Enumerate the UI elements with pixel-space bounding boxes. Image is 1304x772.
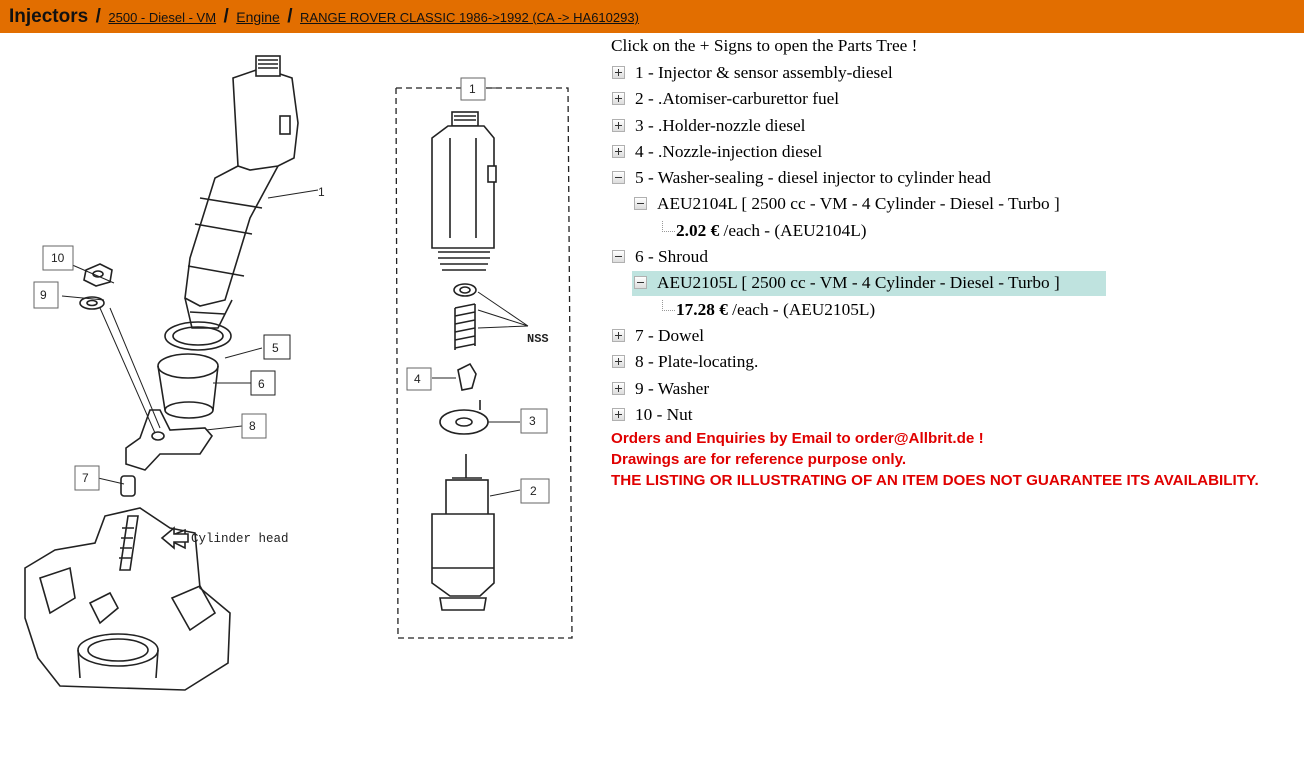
tree-item-label[interactable]: 2 - .Atomiser-carburettor fuel [635,89,840,109]
tree-item-5 [611,165,1301,191]
tree-part-label[interactable]: AEU2105L [ 2500 cc - VM - 4 Cylinder - Diesel - Turbo ] [657,273,1060,293]
diagram-nss-label: NSS [527,332,549,346]
tree-item-3 [611,113,1301,139]
breadcrumb-separator: / [287,6,293,27]
notice-availability: THE LISTING OR ILLUSTRATING OF AN ITEM DOES NOT GUARANTEE ITS AVAILABILITY. [611,472,1259,490]
parts-diagram [0,38,600,718]
diagram-callout-left-5: 5 [272,341,279,355]
diagram-callout-left-9: 9 [40,288,47,302]
tree-item-7 [611,323,1301,349]
diagram-callout-right-1: 1 [469,82,476,96]
diagram-callout-left-7: 7 [82,471,89,485]
tree-item-label[interactable]: 4 - .Nozzle-injection diesel [635,141,823,161]
tree-item-4 [611,139,1301,165]
diagram-cylinder-head-label: Cylinder head [191,532,289,546]
diagram-callout-left-1: 1 [318,185,325,199]
tree-connector [662,221,675,232]
parts-tree-intro: Click on the + Signs to open the Parts Tree ! [611,36,918,55]
tree-item-label[interactable]: 7 - Dowel [635,325,705,345]
diagram-callout-right-2: 2 [530,484,537,498]
tree-item-1 [611,60,1301,86]
collapse-minus-icon[interactable] [612,171,625,184]
collapse-minus-icon[interactable] [634,276,647,289]
tree-part-aeu2104l [611,191,1301,217]
tree-item-9 [611,376,1301,402]
price-value: 17.28 € [676,299,728,319]
price-line [676,297,875,323]
tree-item-label[interactable]: 6 - Shroud [635,247,708,267]
tree-item-label[interactable]: 5 - Washer-sealing - diesel injector to cylinder head [635,168,991,188]
tree-price-aeu2104l [611,218,1301,244]
expand-plus-icon[interactable] [612,382,625,395]
breadcrumb-bar [0,0,1304,33]
collapse-minus-icon[interactable] [612,250,625,263]
page-title: Injectors [9,6,89,27]
tree-item-10 [611,402,1301,428]
expand-plus-icon[interactable] [612,66,625,79]
tree-item-label[interactable]: 10 - Nut [635,404,693,424]
diagram-callout-left-10: 10 [51,251,65,265]
price-line [676,218,867,244]
price-value: 2.02 € [676,220,720,240]
diagram-callout-right-4: 4 [414,372,421,386]
expand-plus-icon[interactable] [612,329,625,342]
expand-plus-icon[interactable] [612,145,625,158]
tree-item-8 [611,349,1301,375]
tree-item-6 [611,244,1301,270]
breadcrumb-link-engine-variant[interactable]: 2500 - Diesel - VM [108,10,217,25]
expand-plus-icon[interactable] [612,355,625,368]
notice-email: Orders and Enquiries by Email to order@Allbrit.de ! [611,430,984,448]
breadcrumb-separator: / [95,6,101,27]
breadcrumb-separator: / [223,6,229,27]
diagram-callout-left-6: 6 [258,377,265,391]
tree-item-label[interactable]: 3 - .Holder-nozzle diesel [635,115,806,135]
collapse-minus-icon[interactable] [634,197,647,210]
expand-plus-icon[interactable] [612,119,625,132]
tree-item-label[interactable]: 8 - Plate-locating. [635,352,759,372]
tree-item-label[interactable]: 1 - Injector & sensor assembly-diesel [635,63,893,82]
tree-connector [662,300,675,311]
price-suffix: /each - (AEU2105L) [727,299,876,319]
tree-part-aeu2105l [611,270,1301,296]
notice-drawings: Drawings are for reference purpose only. [611,451,907,469]
tree-part-label[interactable]: AEU2104L [ 2500 cc - VM - 4 Cylinder - Diesel - Turbo ] [657,194,1060,214]
tree-item-2 [611,86,1301,112]
diagram-callout-right-3: 3 [529,414,536,428]
breadcrumb-link-engine[interactable]: Engine [236,9,280,25]
price-suffix: /each - (AEU2104L) [719,220,867,240]
parts-tree [611,35,1301,491]
breadcrumb-link-vehicle[interactable]: RANGE ROVER CLASSIC 1986->1992 (CA -> HA610293) [300,10,639,25]
expand-plus-icon[interactable] [612,92,625,105]
tree-item-label[interactable]: 9 - Washer [635,378,710,398]
tree-price-aeu2105l [611,297,1301,323]
diagram-callout-left-8: 8 [249,419,256,433]
expand-plus-icon[interactable] [612,408,625,421]
